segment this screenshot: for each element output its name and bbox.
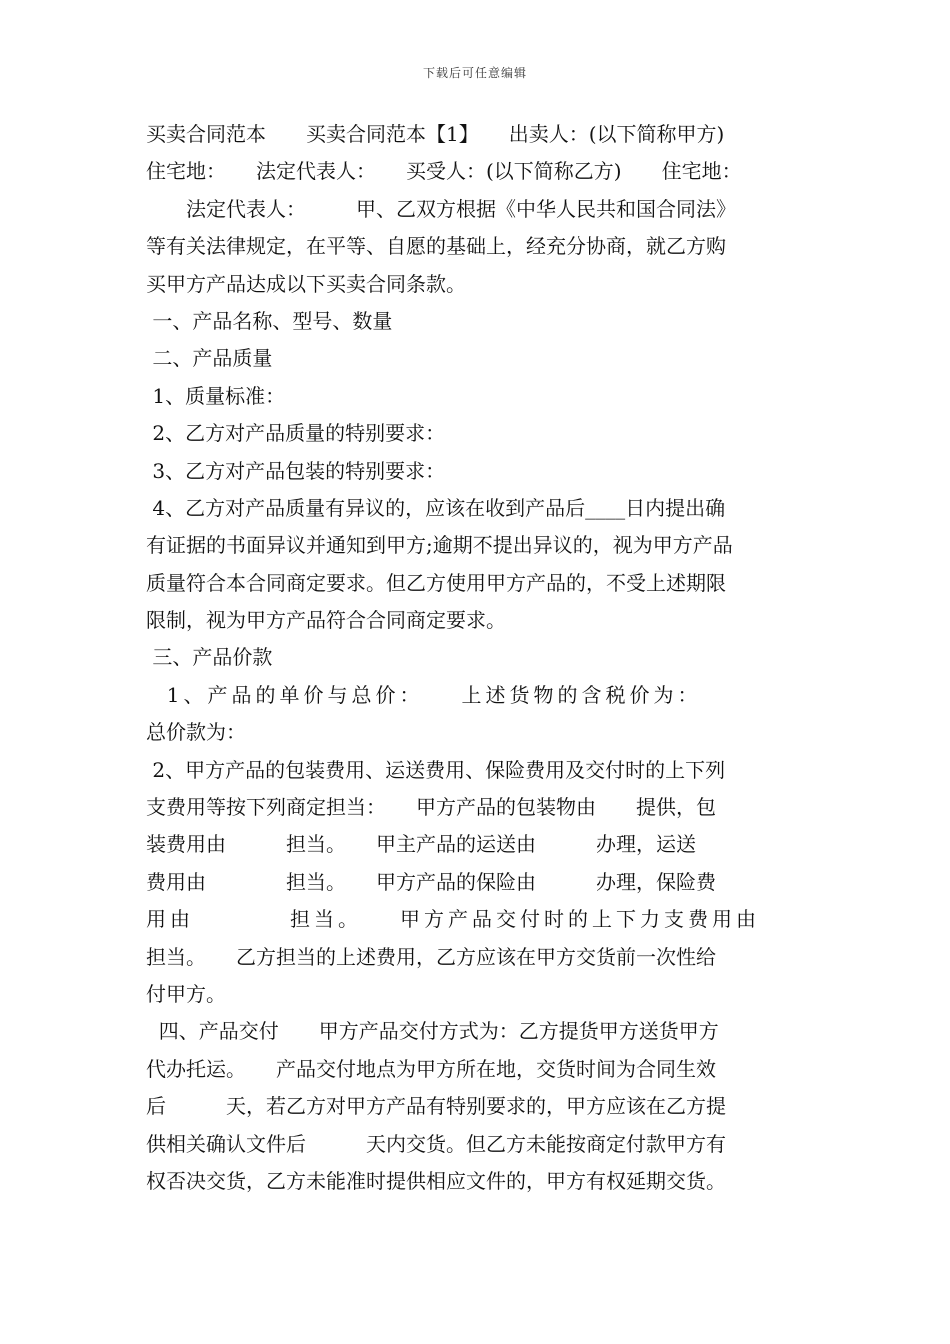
contract-line: 后 天，若乙方对甲方产品有特别要求的，甲方应该在乙方提 bbox=[146, 1094, 726, 1119]
contract-line: 2、乙方对产品质量的特别要求： bbox=[146, 421, 446, 446]
contract-body bbox=[146, 116, 806, 1200]
section-heading-product-name: 一、产品名称、型号、数量 bbox=[146, 308, 393, 333]
contract-line: 有证据的书面异议并通知到甲方;逾期不提出异议的，视为甲方产品 bbox=[146, 533, 733, 558]
contract-line: 买卖合同范本 买卖合同范本【1】 出卖人：(以下简称甲方) bbox=[146, 122, 725, 146]
contract-line: 1、产品的单价与总价： 上述货物的含税价为： bbox=[146, 682, 702, 707]
section-heading-product-delivery: 四、产品交付 甲方产品交付方式为：乙方提货甲方送货甲方 bbox=[146, 1019, 719, 1044]
contract-line: 4、乙方对产品质量有异议的，应该在收到产品后____日内提出确 bbox=[146, 495, 726, 520]
section-heading-product-quality: 二、产品质量 bbox=[146, 346, 273, 371]
contract-line: 总价款为： bbox=[146, 720, 246, 745]
contract-line: 担当。 乙方担当的上述费用，乙方应该在甲方交货前一次性给 bbox=[146, 944, 716, 969]
contract-line: 2、甲方产品的包装费用、运送费用、保险费用及交付时的上下列 bbox=[146, 757, 726, 782]
contract-line: 供相关确认文件后 天内交货。但乙方未能按商定付款甲方有 bbox=[146, 1131, 726, 1156]
contract-line: 3、乙方对产品包装的特别要求： bbox=[146, 458, 446, 483]
contract-line: 等有关法律规定，在平等、自愿的基础上，经充分协商，就乙方购 bbox=[146, 234, 726, 259]
page-header: 下载后可任意编辑 bbox=[422, 66, 527, 80]
contract-line: 代办托运。 产品交付地点为甲方所在地，交货时间为合同生效 bbox=[146, 1056, 716, 1081]
contract-line: 限制，视为甲方产品符合合同商定要求。 bbox=[146, 608, 506, 633]
contract-line: 付甲方。 bbox=[146, 981, 226, 1006]
contract-line: 住宅地： 法定代表人： 买受人：(以下简称乙方) 住宅地： bbox=[146, 159, 742, 184]
contract-line: 质量符合本合同商定要求。但乙方使用甲方产品的，不受上述期限 bbox=[146, 570, 726, 595]
contract-line: 装费用由 担当。 甲主产品的运送由 办理，运送 bbox=[146, 832, 696, 857]
contract-line: 费用由 担当。 甲方产品的保险由 办理，保险费 bbox=[146, 869, 716, 894]
contract-line: 法定代表人： 甲、乙双方根据《中华人民共和国合同法》 bbox=[146, 196, 736, 221]
contract-line: 权否决交货，乙方未能准时提供相应文件的，甲方有权延期交货。 bbox=[146, 1168, 726, 1193]
contract-line: 支费用等按下列商定担当： 甲方产品的包装物由 提供，包 bbox=[146, 795, 716, 820]
contract-line: 1、质量标准： bbox=[146, 383, 286, 408]
contract-line: 用由 担当。 甲方产品交付时的上下力支费用由 bbox=[146, 907, 760, 932]
section-heading-product-price: 三、产品价款 bbox=[146, 645, 273, 670]
contract-line: 买甲方产品达成以下买卖合同条款。 bbox=[146, 271, 466, 296]
